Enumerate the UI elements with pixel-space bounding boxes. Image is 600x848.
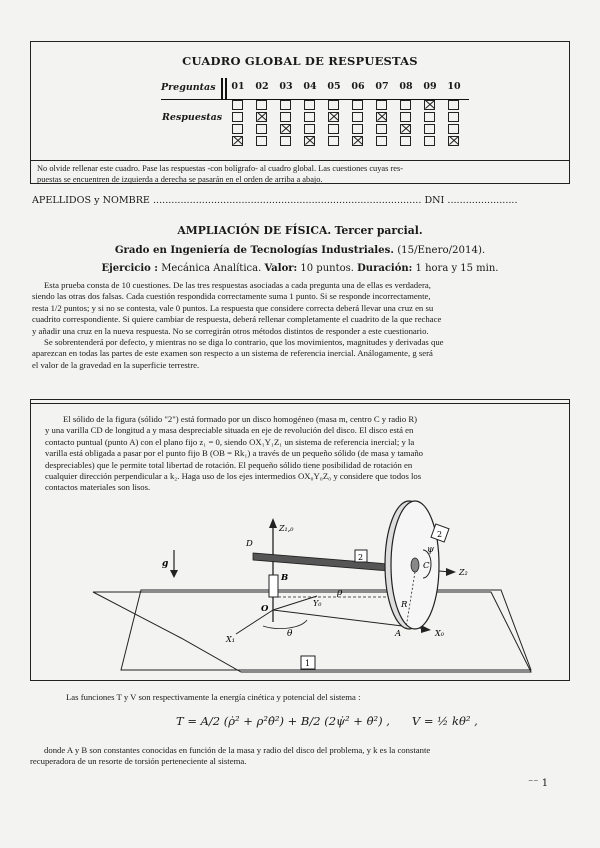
answer-checkbox[interactable] [280, 112, 291, 122]
answer-checkbox[interactable] [304, 124, 315, 134]
answers-label: Respuestas [162, 112, 223, 123]
answer-checkbox[interactable] [304, 136, 315, 146]
energy-equations [176, 714, 478, 728]
point-d-label: D [246, 539, 253, 549]
answer-checkbox[interactable] [400, 100, 411, 110]
title-sub: Tercer parcial. [334, 224, 423, 237]
value: 10 puntos. [300, 263, 354, 274]
grid-divider [221, 78, 223, 99]
theta-label: θ [287, 629, 293, 639]
z-axis-arrow [269, 518, 277, 528]
x1-axis-label: X₁ [226, 635, 235, 644]
answer-checkbox[interactable] [376, 112, 387, 122]
psi-label: ψ [427, 545, 435, 555]
exercise-name: Mecánica Analítica. [161, 263, 262, 274]
instruction-line: y añadir una cruz en la nueva respuesta. No se corregirán otros métodos distintos de responder a este cuestionario. [32, 325, 429, 336]
answer-checkbox[interactable] [376, 100, 387, 110]
instruction-line: el valor de la gravedad en la superficie terrestre. [32, 359, 200, 370]
duration: 1 hora y 15 min. [415, 263, 499, 274]
eq-separator: , [386, 714, 390, 728]
x0-axis-label: X₀ [435, 629, 444, 638]
answer-checkbox[interactable] [304, 112, 315, 122]
question-number: 03 [279, 81, 293, 92]
instruction-line: Esta prueba consta de 10 cuestiones. De las tres respuestas asociadas a cada pregunta una de ellas es verdadera, [44, 280, 431, 290]
disc-center [411, 558, 419, 572]
kinetic-energy-eq: T = A/2 (ρ̇² + ρ²θ̇²) + B/2 (2ψ̇² + θ̇²) [176, 714, 383, 728]
solid1-label: 1 [305, 659, 311, 668]
closing-text [30, 745, 575, 768]
answer-checkbox[interactable] [304, 100, 315, 110]
point-b-label: B [281, 573, 289, 583]
exam-title [0, 224, 600, 237]
answer-checkbox[interactable] [232, 124, 243, 134]
answer-checkbox[interactable] [352, 124, 363, 134]
answer-checkbox[interactable] [400, 124, 411, 134]
name-label: APELLIDOS y NOMBRE [32, 195, 150, 206]
answer-checkbox[interactable] [352, 136, 363, 146]
gravity-label: g [162, 559, 169, 569]
answer-checkbox[interactable] [424, 100, 435, 110]
questions-label: Preguntas [161, 82, 216, 93]
question-number: 02 [255, 81, 269, 92]
dni-label: DNI [424, 195, 445, 206]
point-o-label: O [261, 604, 269, 614]
answer-checkbox[interactable] [232, 136, 243, 146]
z2-axis-arrow [446, 568, 456, 576]
z2-axis-label: Z₂ [459, 568, 468, 577]
instruction-line: aparezcan en todas las partes de este examen son respecto a un sistema de referencia inercial. Análogamente, g será [32, 348, 433, 359]
answer-checkbox[interactable] [256, 100, 267, 110]
mechanism-figure [31, 400, 571, 682]
answer-checkbox[interactable] [256, 112, 267, 122]
answer-grid-area [31, 42, 569, 184]
answer-checkbox[interactable] [448, 112, 459, 122]
question-number: 01 [231, 81, 245, 92]
problem-line: varilla está obligada a pasar por el punto fijo B (OB = Rk₁) a través de un pequeño sólido (de masa y tamaño [45, 448, 424, 459]
answer-checkbox[interactable] [424, 112, 435, 122]
title-main: AMPLIACIÓN DE FÍSICA. [177, 224, 332, 237]
question-number: 08 [399, 81, 413, 92]
problem-box [30, 399, 570, 681]
answer-checkbox[interactable] [280, 136, 291, 146]
answer-checkbox[interactable] [424, 136, 435, 146]
answer-checkbox[interactable] [424, 124, 435, 134]
question-number: 05 [327, 81, 341, 92]
problem-line: despreciables) que le permite total libertad de rotación. El pequeño sólido tiene posibilidad de rotación en [45, 459, 413, 470]
y0-axis-label: Y₀ [313, 599, 322, 608]
support-block [269, 575, 278, 597]
rho-label: ρ [337, 588, 343, 598]
solid2-tag-label: 2 [437, 530, 443, 539]
answer-sheet-notice [37, 163, 561, 185]
answer-checkbox[interactable] [232, 100, 243, 110]
question-number: 06 [351, 81, 365, 92]
problem-line: El sólido de la figura (sólido "2") está formado por un disco homogéneo (masa m, centro C y radio R) [63, 414, 418, 424]
question-number: 07 [375, 81, 389, 92]
solid2-label: 2 [358, 553, 364, 562]
answer-checkbox[interactable] [328, 124, 339, 134]
instruction-line: siendo las otras dos falsas. Cada cuestión respondida correctamente suma 1 punto. Si se responde incorrectamente, [32, 291, 431, 302]
answer-checkbox[interactable] [448, 100, 459, 110]
theta-arc [263, 620, 307, 629]
energy-intro: Las funciones T y V son respectivamente la energía cinética y potencial del sistema : [66, 692, 361, 702]
answer-checkbox[interactable] [400, 136, 411, 146]
degree-line [0, 244, 600, 256]
question-number: 09 [423, 81, 437, 92]
answer-checkbox[interactable] [256, 124, 267, 134]
value-label: Valor: [264, 263, 298, 274]
answer-checkbox[interactable] [328, 136, 339, 146]
answer-checkbox[interactable] [232, 112, 243, 122]
grid-rule [161, 99, 469, 100]
answer-checkbox[interactable] [280, 100, 291, 110]
answer-checkbox[interactable] [352, 100, 363, 110]
y0-axis [273, 596, 317, 610]
eq-separator: , [474, 714, 478, 728]
answer-sheet-title: CUADRO GLOBAL DE RESPUESTAS [182, 54, 418, 68]
question-number: 10 [447, 81, 461, 92]
question-number: 04 [303, 81, 317, 92]
rod-cd [253, 553, 401, 572]
answer-checkbox[interactable] [448, 124, 459, 134]
answer-checkbox[interactable] [328, 112, 339, 122]
plane-outline [121, 590, 531, 670]
point-a-label: A [395, 629, 402, 639]
instruction-line: resta 1/2 puntos; y si no se contesta, vale 0 puntos. La respuesta que considere correcta deberá llevar una cruz en su [32, 302, 434, 313]
answer-checkbox[interactable] [328, 100, 339, 110]
instruction-line: cuadrito correspondiente. Si quiere cambiar de respuesta, deberá rellenar completamente el cuadrito de la que rechace [32, 314, 442, 325]
page-number: ⁻⁻ 1 [528, 778, 549, 789]
instruction-line: Se sobrentenderá por defecto, y mientras no se diga lo contrario, que los movimientos, magnitudes y derivadas que [44, 337, 444, 348]
answer-checkbox[interactable] [376, 124, 387, 134]
exercise-line [0, 263, 600, 274]
problem-line: contactos materiales son lisos. [45, 482, 151, 493]
answer-checkbox[interactable] [448, 136, 459, 146]
answer-checkbox[interactable] [280, 124, 291, 134]
point-c-label: C [423, 561, 430, 571]
notice-line: No olvide rellenar este cuadro. Pase las respuestas -con bolígrafo- al cuadro global. Las cuestiones cuyas res- [37, 164, 404, 173]
exercise-label: Ejercicio : [101, 263, 158, 274]
grid-divider [225, 78, 227, 99]
answer-checkbox[interactable] [376, 136, 387, 146]
gravity-arrowhead [170, 570, 178, 578]
closing-line: donde A y B son constantes conocidas en función de la masa y radio del disco del problema, y k es la constante [44, 745, 431, 755]
dni-field[interactable]: ....................... [447, 195, 518, 206]
problem-line: y una varilla CD de longitud a y masa despreciable situada en eje de revolución del disco. El disco está en [45, 425, 414, 436]
answer-sheet-box [30, 41, 570, 184]
z-axis-label: Z₁,₀ [279, 524, 294, 533]
radius-label: R [401, 600, 408, 610]
closing-line: recuperadora de un resorte de torsión perteneciente al sistema. [30, 756, 247, 767]
exam-date: (15/Enero/2014). [397, 245, 486, 256]
answer-checkbox[interactable] [352, 112, 363, 122]
name-field[interactable]: ........................................................................................ [153, 195, 422, 206]
student-line [32, 195, 518, 206]
problem-line: contacto puntual (punto A) con el plano fijo z₁ = 0, siendo OX₁Y₁Z₁ un sistema de referencia inercial; y la [45, 436, 415, 447]
instructions [32, 280, 572, 371]
degree: Grado en Ingeniería de Tecnologías Industriales. [114, 244, 394, 256]
answer-checkbox[interactable] [400, 112, 411, 122]
answer-checkbox[interactable] [256, 136, 267, 146]
notice-line: puestas se encuentren de izquierda a derecha se pasarán en el orden de arriba a abajo. [37, 175, 323, 184]
duration-label: Duración: [357, 263, 413, 274]
problem-line: cualquier dirección perpendicular a k₂. Haga uso de los ejes intermedios OX₀Y₀Z₀ y considere que todos los [45, 471, 422, 482]
potential-energy-eq: V = ½ kθ² [411, 714, 471, 728]
